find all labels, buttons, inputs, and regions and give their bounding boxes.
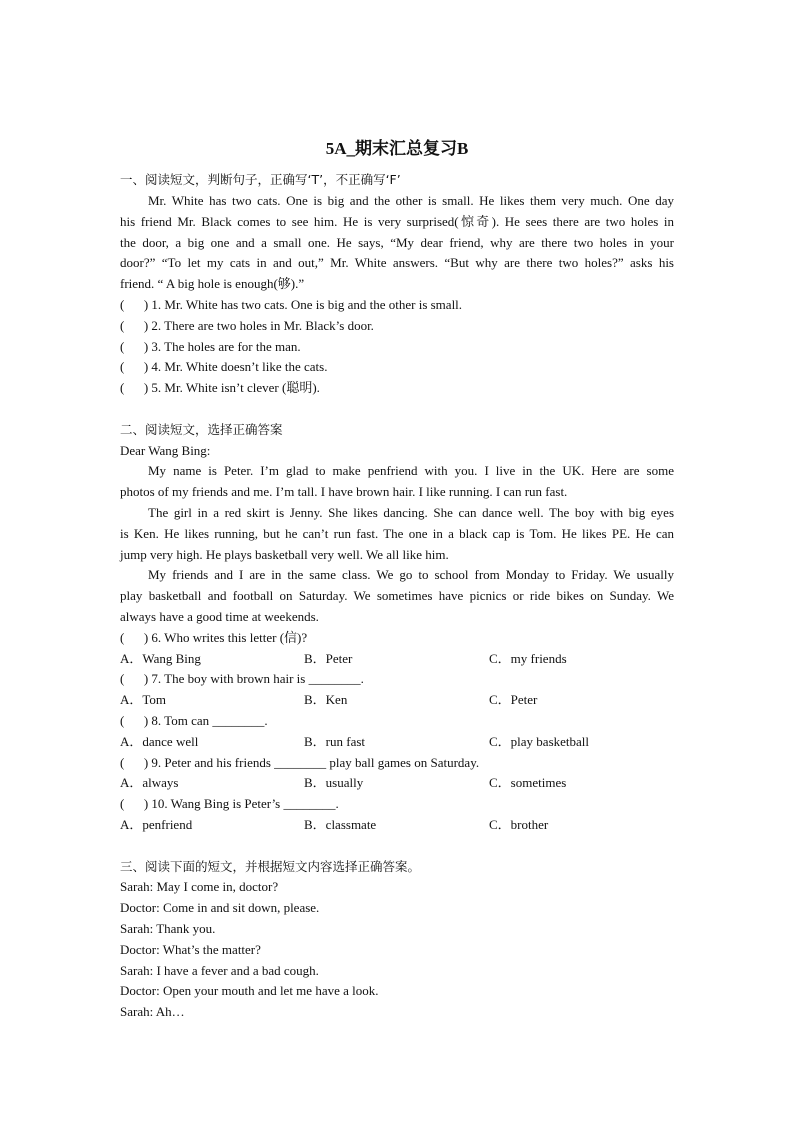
passage2-line: is Ken. He likes running, but he can’t run fast. The one in a black cap is Tom. He likes PE. He can: [120, 526, 674, 541]
option-c: C．my friends: [489, 651, 567, 666]
passage1-line: the door, a big one and a small one. He says, “My dear friend, why are there two holes in your: [120, 235, 674, 250]
question-6: ( ) 6. Who writes this letter (信)?: [120, 630, 308, 645]
dialogue-line: Sarah: May I come in, doctor?: [120, 879, 279, 894]
statement-5: ( ) 5. Mr. White isn’t clever (聪明).: [120, 380, 320, 395]
option-b: B．run fast: [304, 734, 366, 749]
passage1-line: friend. “ A big hole is enough(够).”: [120, 276, 305, 291]
question-10: ( ) 10. Wang Bing is Peter’s ________.: [120, 796, 339, 811]
passage2-line: My friends and I are in the same class. We go to school from Monday to Friday. We usually: [148, 567, 674, 582]
option-a: A．Tom: [120, 692, 167, 707]
page-title: 5A_期末汇总复习B: [325, 139, 469, 158]
option-b: B．Peter: [304, 651, 353, 666]
passage2-line: The girl in a red skirt is Jenny. She likes dancing. She can dance well. The boy with big eyes: [148, 505, 674, 520]
option-a: A．always: [120, 775, 179, 790]
option-c: C．brother: [489, 817, 549, 832]
passage2-line: jump very high. He plays basketball very well. We all like him.: [120, 547, 449, 562]
option-a: A．dance well: [120, 734, 199, 749]
question-7: ( ) 7. The boy with brown hair is ________.: [120, 671, 364, 686]
passage2-line: play basketball and football on Saturday. We sometimes have picnics or ride bikes on Sunday. We: [120, 588, 674, 603]
dialogue-line: Sarah: I have a fever and a bad cough.: [120, 963, 319, 978]
passage2-line: My name is Peter. I’m glad to make penfriend with you. I live in the UK. Here are some: [148, 463, 674, 478]
passage1-line: Mr. White has two cats. One is big and the other is small. He likes them very much. One day: [148, 193, 674, 208]
dialogue-line: Sarah: Thank you.: [120, 921, 216, 936]
section2-heading: 二、阅读短文，选择正确答案: [120, 422, 283, 437]
section1-heading: 一、阅读短文，判断句子，正确写‘T’，不正确写‘F’: [120, 172, 401, 187]
passage1-line: door?” “To let my cats in and out,” Mr. White answers. “But why are there two holes?” asks his: [120, 255, 674, 270]
letter-salutation: Dear Wang Bing:: [120, 443, 211, 458]
dialogue-line: Doctor: Come in and sit down, please.: [120, 900, 320, 915]
statement-1: ( ) 1. Mr. White has two cats. One is big and the other is small.: [120, 297, 463, 312]
question-9: ( ) 9. Peter and his friends ________ play ball games on Saturday.: [120, 755, 480, 770]
statement-2: ( ) 2. There are two holes in Mr. Black’s door.: [120, 318, 374, 333]
option-c: C．play basketball: [489, 734, 590, 749]
statement-4: ( ) 4. Mr. White doesn’t like the cats.: [120, 359, 328, 374]
statement-3: ( ) 3. The holes are for the man.: [120, 339, 301, 354]
question-8: ( ) 8. Tom can ________.: [120, 713, 268, 728]
dialogue-line: Doctor: Open your mouth and let me have a look.: [120, 983, 379, 998]
passage2-line: always have a good time at weekends.: [120, 609, 319, 624]
option-b: B．classmate: [304, 817, 377, 832]
option-c: C．sometimes: [489, 775, 567, 790]
dialogue-line: Sarah: Ah…: [120, 1004, 185, 1019]
option-c: C．Peter: [489, 692, 538, 707]
passage2-line: photos of my friends and me. I’m tall. I have brown hair. I like running. I can run fast.: [120, 484, 568, 499]
section3-heading: 三、阅读下面的短文，并根据短文内容选择正确答案。: [120, 859, 421, 874]
option-b: B．Ken: [304, 692, 348, 707]
option-b: B．usually: [304, 775, 364, 790]
dialogue-line: Doctor: What’s the matter?: [120, 942, 261, 957]
option-a: A．penfriend: [120, 817, 193, 832]
option-a: A．Wang Bing: [120, 651, 201, 666]
passage1-line: his friend Mr. Black comes to see him. He is very surprised(惊奇). He sees there are two holes in: [120, 214, 674, 229]
